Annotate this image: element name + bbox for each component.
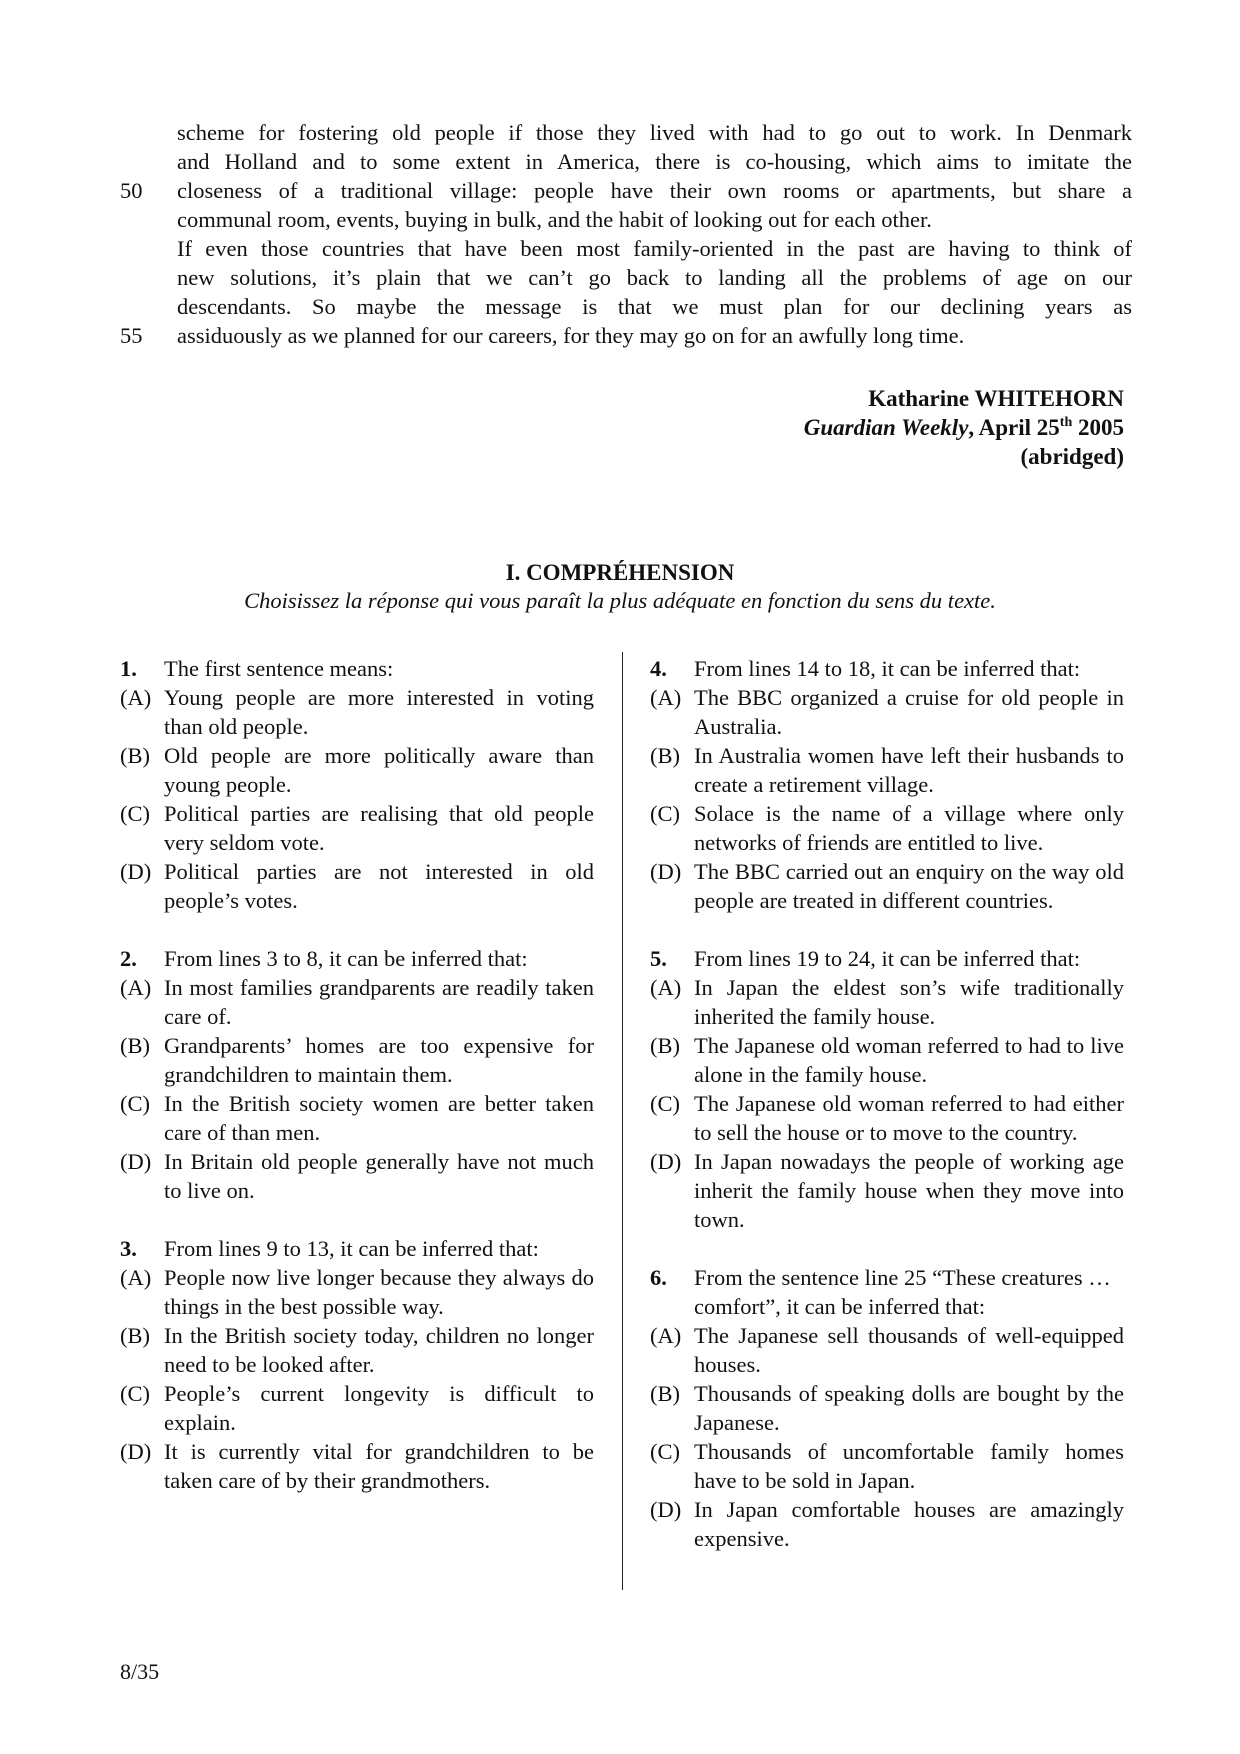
option-text: In Britain old people generally have not much to live on. (164, 1149, 594, 1203)
option-label: (C) (120, 1381, 150, 1406)
answer-option (650, 799, 1124, 857)
option-text: Political parties are not interested in old people’s votes. (164, 859, 594, 913)
answer-option (120, 741, 594, 799)
option-text: Old people are more politically aware than young people. (164, 743, 594, 797)
question-number: 2. (120, 946, 137, 971)
option-text: In Japan comfortable houses are amazingly expensive. (694, 1497, 1124, 1551)
question-stem (120, 944, 594, 973)
question-stem (650, 944, 1124, 973)
option-label: (D) (650, 1149, 682, 1174)
passage-line (120, 234, 1132, 263)
source (804, 413, 1124, 442)
passage-line (120, 118, 1132, 147)
question (650, 1263, 1124, 1553)
option-label: (C) (120, 1091, 150, 1116)
question-stem (120, 654, 594, 683)
option-text: Political parties are realising that old people very seldom vote. (164, 801, 594, 855)
option-label: (D) (120, 1439, 152, 1464)
answer-option (650, 857, 1124, 915)
question-text: From lines 14 to 18, it can be inferred that: (694, 656, 1081, 681)
option-text: Grandparents’ homes are too expensive for grandchildren to maintain them. (164, 1033, 594, 1087)
passage-line (120, 321, 1132, 350)
question (120, 1234, 594, 1495)
answer-option (120, 799, 594, 857)
column-divider (622, 652, 623, 1590)
answer-option (650, 1379, 1124, 1437)
question-number: 4. (650, 656, 667, 681)
question-stem (650, 654, 1124, 683)
option-text: It is currently vital for grandchildren to be taken care of by their grandmothers. (164, 1439, 594, 1493)
line-number: 55 (120, 323, 143, 348)
question-number: 6. (650, 1265, 667, 1290)
answer-option (120, 1437, 594, 1495)
questions-right-column (650, 654, 1124, 1582)
answer-option (650, 973, 1124, 1031)
option-label: (D) (650, 1497, 682, 1522)
option-label: (B) (120, 1323, 150, 1348)
question-number: 5. (650, 946, 667, 971)
question-number: 3. (120, 1236, 137, 1261)
question-stem (650, 1263, 1124, 1321)
question (120, 654, 594, 915)
option-text: In the British society women are better taken care of than men. (164, 1091, 594, 1145)
answer-option (120, 683, 594, 741)
option-text: In most families grandparents are readily taken care of. (164, 975, 594, 1029)
question-text: From the sentence line 25 “These creatures … comfort”, it can be inferred that: (694, 1265, 1111, 1319)
passage-line (120, 292, 1132, 321)
answer-option (120, 973, 594, 1031)
question (650, 944, 1124, 1234)
passage-text: and Holland and to some extent in America, there is co-housing, which aims to imitate the (177, 149, 1132, 174)
answer-option (120, 1031, 594, 1089)
option-text: In Japan the eldest son’s wife traditionally inherited the family house. (694, 975, 1124, 1029)
source-title: Guardian Weekly (803, 415, 969, 440)
question-number: 1. (120, 656, 137, 681)
answer-option (650, 1495, 1124, 1553)
option-text: People now live longer because they always do things in the best possible way. (164, 1265, 594, 1319)
line-number: 50 (120, 178, 143, 203)
passage-line (120, 176, 1132, 205)
page-number: 8/35 (120, 1659, 160, 1684)
option-text: Thousands of uncomfortable family homes have to be sold in Japan. (694, 1439, 1124, 1493)
answer-option (650, 683, 1124, 741)
answer-option (650, 1321, 1124, 1379)
questions-left-column (120, 654, 594, 1524)
option-label: (A) (650, 685, 682, 710)
answer-option (650, 1089, 1124, 1147)
option-label: (B) (650, 1381, 680, 1406)
passage-line (120, 263, 1132, 292)
answer-option (120, 1321, 594, 1379)
passage-line (120, 205, 1132, 234)
option-text: In the British society today, children no longer need to be looked after. (164, 1323, 594, 1377)
option-label: (D) (120, 1149, 152, 1174)
option-label: (A) (120, 1265, 152, 1290)
option-label: (B) (650, 743, 680, 768)
attribution (804, 384, 1124, 471)
option-text: In Australia women have left their husbands to create a retirement village. (694, 743, 1124, 797)
section-instructions: Choisissez la réponse qui vous paraît la plus adéquate en fonction du sens du texte. (244, 588, 996, 613)
option-label: (B) (120, 1033, 150, 1058)
question (120, 944, 594, 1205)
option-text: Thousands of speaking dolls are bought by the Japanese. (694, 1381, 1124, 1435)
option-text: The Japanese old woman referred to had either to sell the house or to move to the country. (694, 1091, 1124, 1145)
option-label: (C) (650, 1091, 680, 1116)
answer-option (650, 1031, 1124, 1089)
answer-option (120, 1089, 594, 1147)
passage-text: new solutions, it’s plain that we can’t go back to landing all the problems of age on our (177, 265, 1132, 290)
option-label: (D) (650, 859, 682, 884)
option-text: The BBC organized a cruise for old people in Australia. (694, 685, 1124, 739)
answer-option (650, 1147, 1124, 1234)
author: Katharine WHITEHORN (868, 386, 1124, 411)
passage-line (120, 147, 1132, 176)
option-text: Solace is the name of a village where only networks of friends are entitled to live. (694, 801, 1124, 855)
option-text: The Japanese old woman referred to had to live alone in the family house. (694, 1033, 1124, 1087)
question-text: From lines 3 to 8, it can be inferred that: (164, 946, 528, 971)
source-date-suffix: th (1059, 415, 1073, 430)
option-text: People’s current longevity is difficult to explain. (164, 1381, 594, 1435)
abridged-note: (abridged) (1020, 444, 1124, 469)
passage-text: descendants. So maybe the message is that we must plan for our declining years as (177, 294, 1132, 319)
passage (120, 118, 1132, 350)
option-label: (B) (120, 743, 150, 768)
passage-text: If even those countries that have been most family-oriented in the past are having to think of (177, 236, 1132, 261)
option-label: (C) (120, 801, 150, 826)
option-label: (C) (650, 801, 680, 826)
answer-option (120, 1263, 594, 1321)
answer-option (650, 1437, 1124, 1495)
passage-text: closeness of a traditional village: people have their own rooms or apartments, but share a (177, 178, 1132, 203)
source-year: 2005 (1072, 415, 1124, 440)
option-text: The Japanese sell thousands of well-equipped houses. (694, 1323, 1124, 1377)
option-label: (D) (120, 859, 152, 884)
option-text: The BBC carried out an enquiry on the way old people are treated in different countries. (694, 859, 1124, 913)
question-stem (120, 1234, 594, 1263)
question-text: From lines 9 to 13, it can be inferred that: (164, 1236, 539, 1261)
passage-text: assiduously as we planned for our careers, for they may go on for an awfully long time. (177, 323, 965, 348)
source-date: , April 25 (968, 415, 1060, 440)
section-title: I. COMPRÉHENSION (505, 560, 735, 585)
option-text: Young people are more interested in voting than old people. (164, 685, 594, 739)
answer-option (120, 857, 594, 915)
question-text: From lines 19 to 24, it can be inferred that: (694, 946, 1081, 971)
answer-option (650, 741, 1124, 799)
option-label: (A) (120, 975, 152, 1000)
option-text: In Japan nowadays the people of working age inherit the family house when they move into town. (694, 1149, 1124, 1232)
option-label: (A) (120, 685, 152, 710)
answer-option (120, 1379, 594, 1437)
option-label: (C) (650, 1439, 680, 1464)
passage-text: communal room, events, buying in bulk, and the habit of looking out for each other. (177, 207, 932, 232)
option-label: (A) (650, 975, 682, 1000)
answer-option (120, 1147, 594, 1205)
passage-text: scheme for fostering old people if those they lived with had to go out to work. In Denmark (177, 120, 1132, 145)
question-text: The first sentence means: (164, 656, 394, 681)
option-label: (A) (650, 1323, 682, 1348)
option-label: (B) (650, 1033, 680, 1058)
question (650, 654, 1124, 915)
